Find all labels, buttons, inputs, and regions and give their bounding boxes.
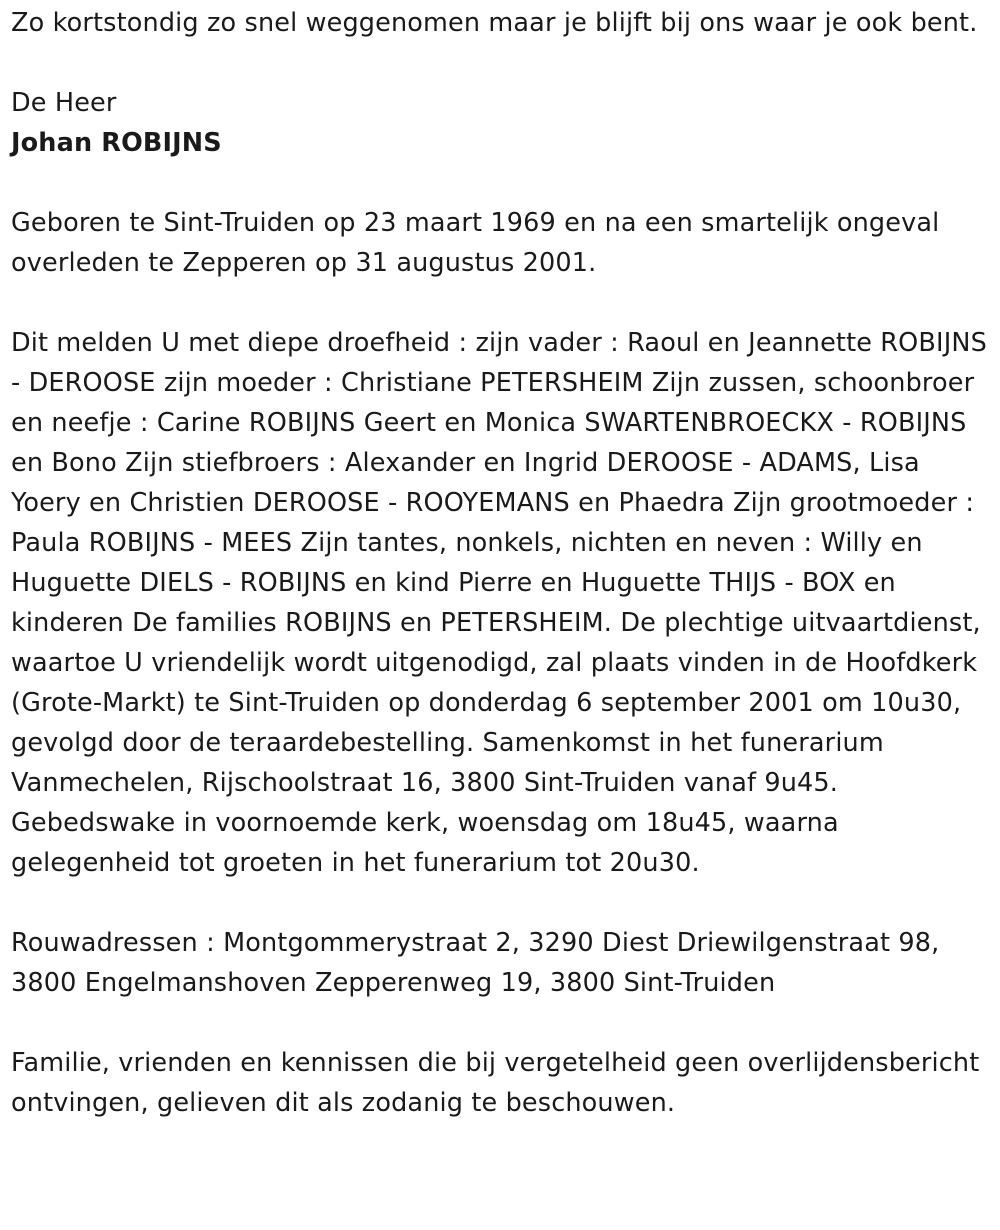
- condolence-addresses: Rouwadressen : Montgommerystraat 2, 3290 Diest Driewilgenstraat 98, 3800 Engelmanshoven Zepperenweg 19, 3800 Sint-Truiden: [11, 928, 940, 998]
- salutation-text: De Heer: [11, 88, 117, 118]
- announcement-text: Dit melden U met diepe droefheid : zijn vader : Raoul en Jeannette ROBIJNS - DEROOSE zijn moeder : Christiane PETERSHEIM Zijn zussen, schoonbroer en neefje : Carine ROBIJNS Geert en Monica SWARTENBROECKX - ROBIJNS en Bono Zijn stiefbroers : Alexander en Ingrid DEROOSE - ADAMS, Lisa Yoery en Christien DEROOSE - ROOYEMANS en Phaedra Zijn grootmoeder : Paula ROBIJNS - MEES Zijn tantes, nonkels, nichten en neven : Willy en Huguette DIELS - ROBIJNS en kind Pierre en Huguette THIJS - BOX en kinderen De families ROBIJNS en PETERSHEIM. De plechtige uitvaartdienst, waartoe U vriendelijk wordt uitgenodigd, zal plaats vinden in de Hoofdkerk (Grote-Markt) te Sint-Truiden op donderdag 6 september 2001 om 10u30, gevolgd door de teraardebestelling. Samenkomst in het funerarium Vanmechelen, Rijschoolstraat 16, 3800 Sint-Truiden vanaf 9u45. Gebedswake in voornoemde kerk, woensdag om 18u45, waarna gelegenheid tot groeten in het funerarium tot 20u30.: [11, 328, 987, 878]
- closing-text: Familie, vrienden en kennissen die bij vergetelheid geen overlijdensbericht ontvingen, gelieven dit als zodanig te beschouwen.: [11, 1048, 980, 1118]
- death-notice: [11, 3, 991, 1123]
- birth-death-text: Geboren te Sint-Truiden op 23 maart 1969 en na een smartelijk ongeval overleden te Zepperen op 31 augustus 2001.: [11, 208, 940, 278]
- deceased-name: Johan ROBIJNS: [11, 128, 222, 158]
- motto-text: Zo kortstondig zo snel weggenomen maar je blijft bij ons waar je ook bent.: [11, 8, 978, 38]
